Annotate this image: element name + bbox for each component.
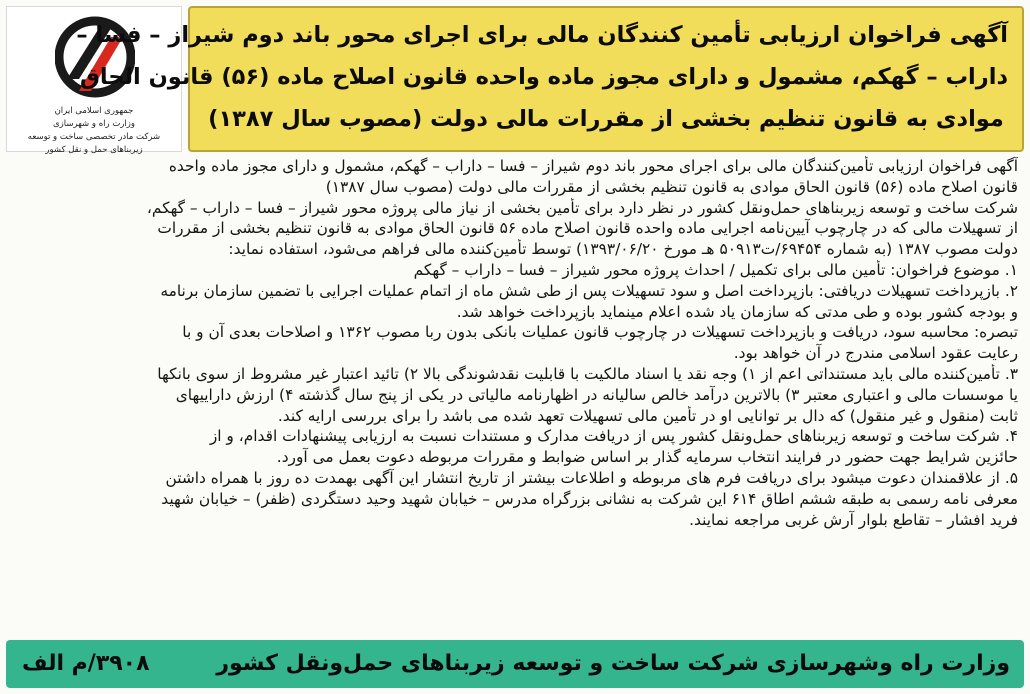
header-title-line: موادی به قانون تنظیم بخشی از مقررات مالی دولت (مصوب سال ۱۳۸۷) [208, 106, 1004, 132]
body-line: حائزین شرایط جهت حضور در فرایند انتخاب سرمایه گذار بر اساس ضوابط و مقررات مربوطه دعوت بعمل می آورد. [276, 448, 1018, 467]
logo-caption [11, 105, 177, 157]
header-title-line: آگهی فراخوان ارزیابی تأمین کنندگان مالی برای اجرای محور باند دوم شیراز – فسا – [76, 22, 1008, 48]
body-line: از تسهیلات مالی که در چارچوب آیین‌نامه اجرایی ماده واحده قانون اصلاح ماده ۵۶ قانون الحاق موادی به قانون تنظیم بخشی از مقررات [157, 219, 1018, 238]
body-line: قانون اصلاح ماده (۵۶) قانون الحاق موادی به قانون تنظیم بخشی از مقررات مالی دولت (مصوب سال ۱۳۸۷) [325, 177, 1018, 196]
body-line: آگهی فراخوان ارزیابی تأمین‌کنندگان مالی برای اجرای محور باند دوم شیراز – فسا – داراب – گهکم، مشمول و دارای مجوز ماده واحده [168, 157, 1018, 175]
footer-organization: وزارت راه وشهرسازی شرکت ساخت و توسعه زیربناهای حمل‌ونقل کشور [216, 651, 1010, 676]
ad-body [18, 156, 1018, 634]
body-line: معرفی نامه رسمی به طبقه ششم اطاق ۶۱۴ این شرکت به نشانی بزرگراه مدرس – خیابان شهید وحید دستگردی (ظفر) – خیابان شهید [161, 489, 1018, 508]
body-line: ثابت (منقول و غیر منقول) که دال بر توانایی او در تأمین مالی تسهیلات تعهد شده می باشد را برای بررسی ارایه کند. [277, 406, 1018, 425]
body-line: و بودجه کشور بوده و طی مدتی که سازمان یاد شده اعلام مینماید بازپرداخت خواهد شد. [456, 302, 1018, 321]
body-line: فرید افشار – تقاطع بلوار آرش غربی مراجعه نمایند. [689, 510, 1018, 529]
logo-caption-line: جمهوری اسلامی ایران [54, 106, 134, 116]
logo-caption-line: شرکت مادر تخصصی ساخت و توسعه زیربناهای حمل و نقل کشور [27, 132, 161, 155]
body-line: ۴. شرکت ساخت و توسعه زیربناهای حمل‌ونقل کشور پس از دریافت مدارک و مستندات نسبت به ارزیابی پیشنهادات اقدام، و از [209, 427, 1018, 446]
header-title-line: داراب – گهکم، مشمول و دارای مجوز ماده واحده قانون اصلاح ماده (۵۶) قانون الحاق [79, 64, 1008, 90]
body-line: ۲. بازپرداخت تسهیلات دریافتی: بازپرداخت اصل و سود تسهیلات پس از طی شش ماه از اتمام عملیات اجرایی با تضمین سازمان برنامه [160, 281, 1018, 300]
logo-caption-line: وزارت راه و شهرسازی [52, 119, 135, 129]
body-line: یا موسسات مالی و اعتباری معتبر ۳) بالاترین درآمد خالص سالیانه در اظهارنامه مالیاتی در یکی از پنج سال گذشته ۴) ارزش داراییهای [175, 385, 1018, 404]
ad-footer [6, 640, 1024, 688]
body-line: تبصره: محاسبه سود، دریافت و بازپرداخت تسهیلات در چارچوب قانون عملیات بانکی بدون ربا مصوب ۱۳۶۲ و اصلاحات بعدی آن و با [182, 323, 1018, 342]
body-line: دولت مصوب ۱۳۸۷ (به شماره ۶۹۴۵۴/ت۵۰۹۱۳ هـ مورخ ۱۳۹۳/۰۶/۲۰) توسط تأمین‌کننده مالی فراهم می‌شود، استفاده نماید: [228, 240, 1018, 259]
body-line: شرکت ساخت و توسعه زیربناهای حمل‌ونقل کشور در نظر دارد برای تأمین بخشی از نیاز مالی پروژه محور شیراز – فسا – داراب – گهکم، [146, 198, 1018, 217]
body-line: ۱. موضوع فراخوان: تأمین مالی برای تکمیل / احداث پروژه محور شیراز – فسا – داراب – گهکم [413, 260, 1018, 279]
body-line: ۵. از علاقمندان دعوت میشود برای دریافت فرم های مربوطه و اطلاعات بیشتر از تاریخ انتشار این آگهی بهمدت ده روز با همراه داشتن [165, 468, 1018, 487]
body-line: رعایت عقود اسلامی مندرج در آن خواهد بود. [733, 344, 1018, 363]
footer-reference-number: ۳۹۰۸/م الف [22, 651, 150, 676]
body-line: ۳. تأمین‌کننده مالی باید مستنداتی اعم از ۱) وجه نقد یا اسناد مالکیت با قابلیت نقدشوندگی بالا ۲) تائید اعتبار غیر مشروط از سوی بانکها [157, 364, 1018, 383]
